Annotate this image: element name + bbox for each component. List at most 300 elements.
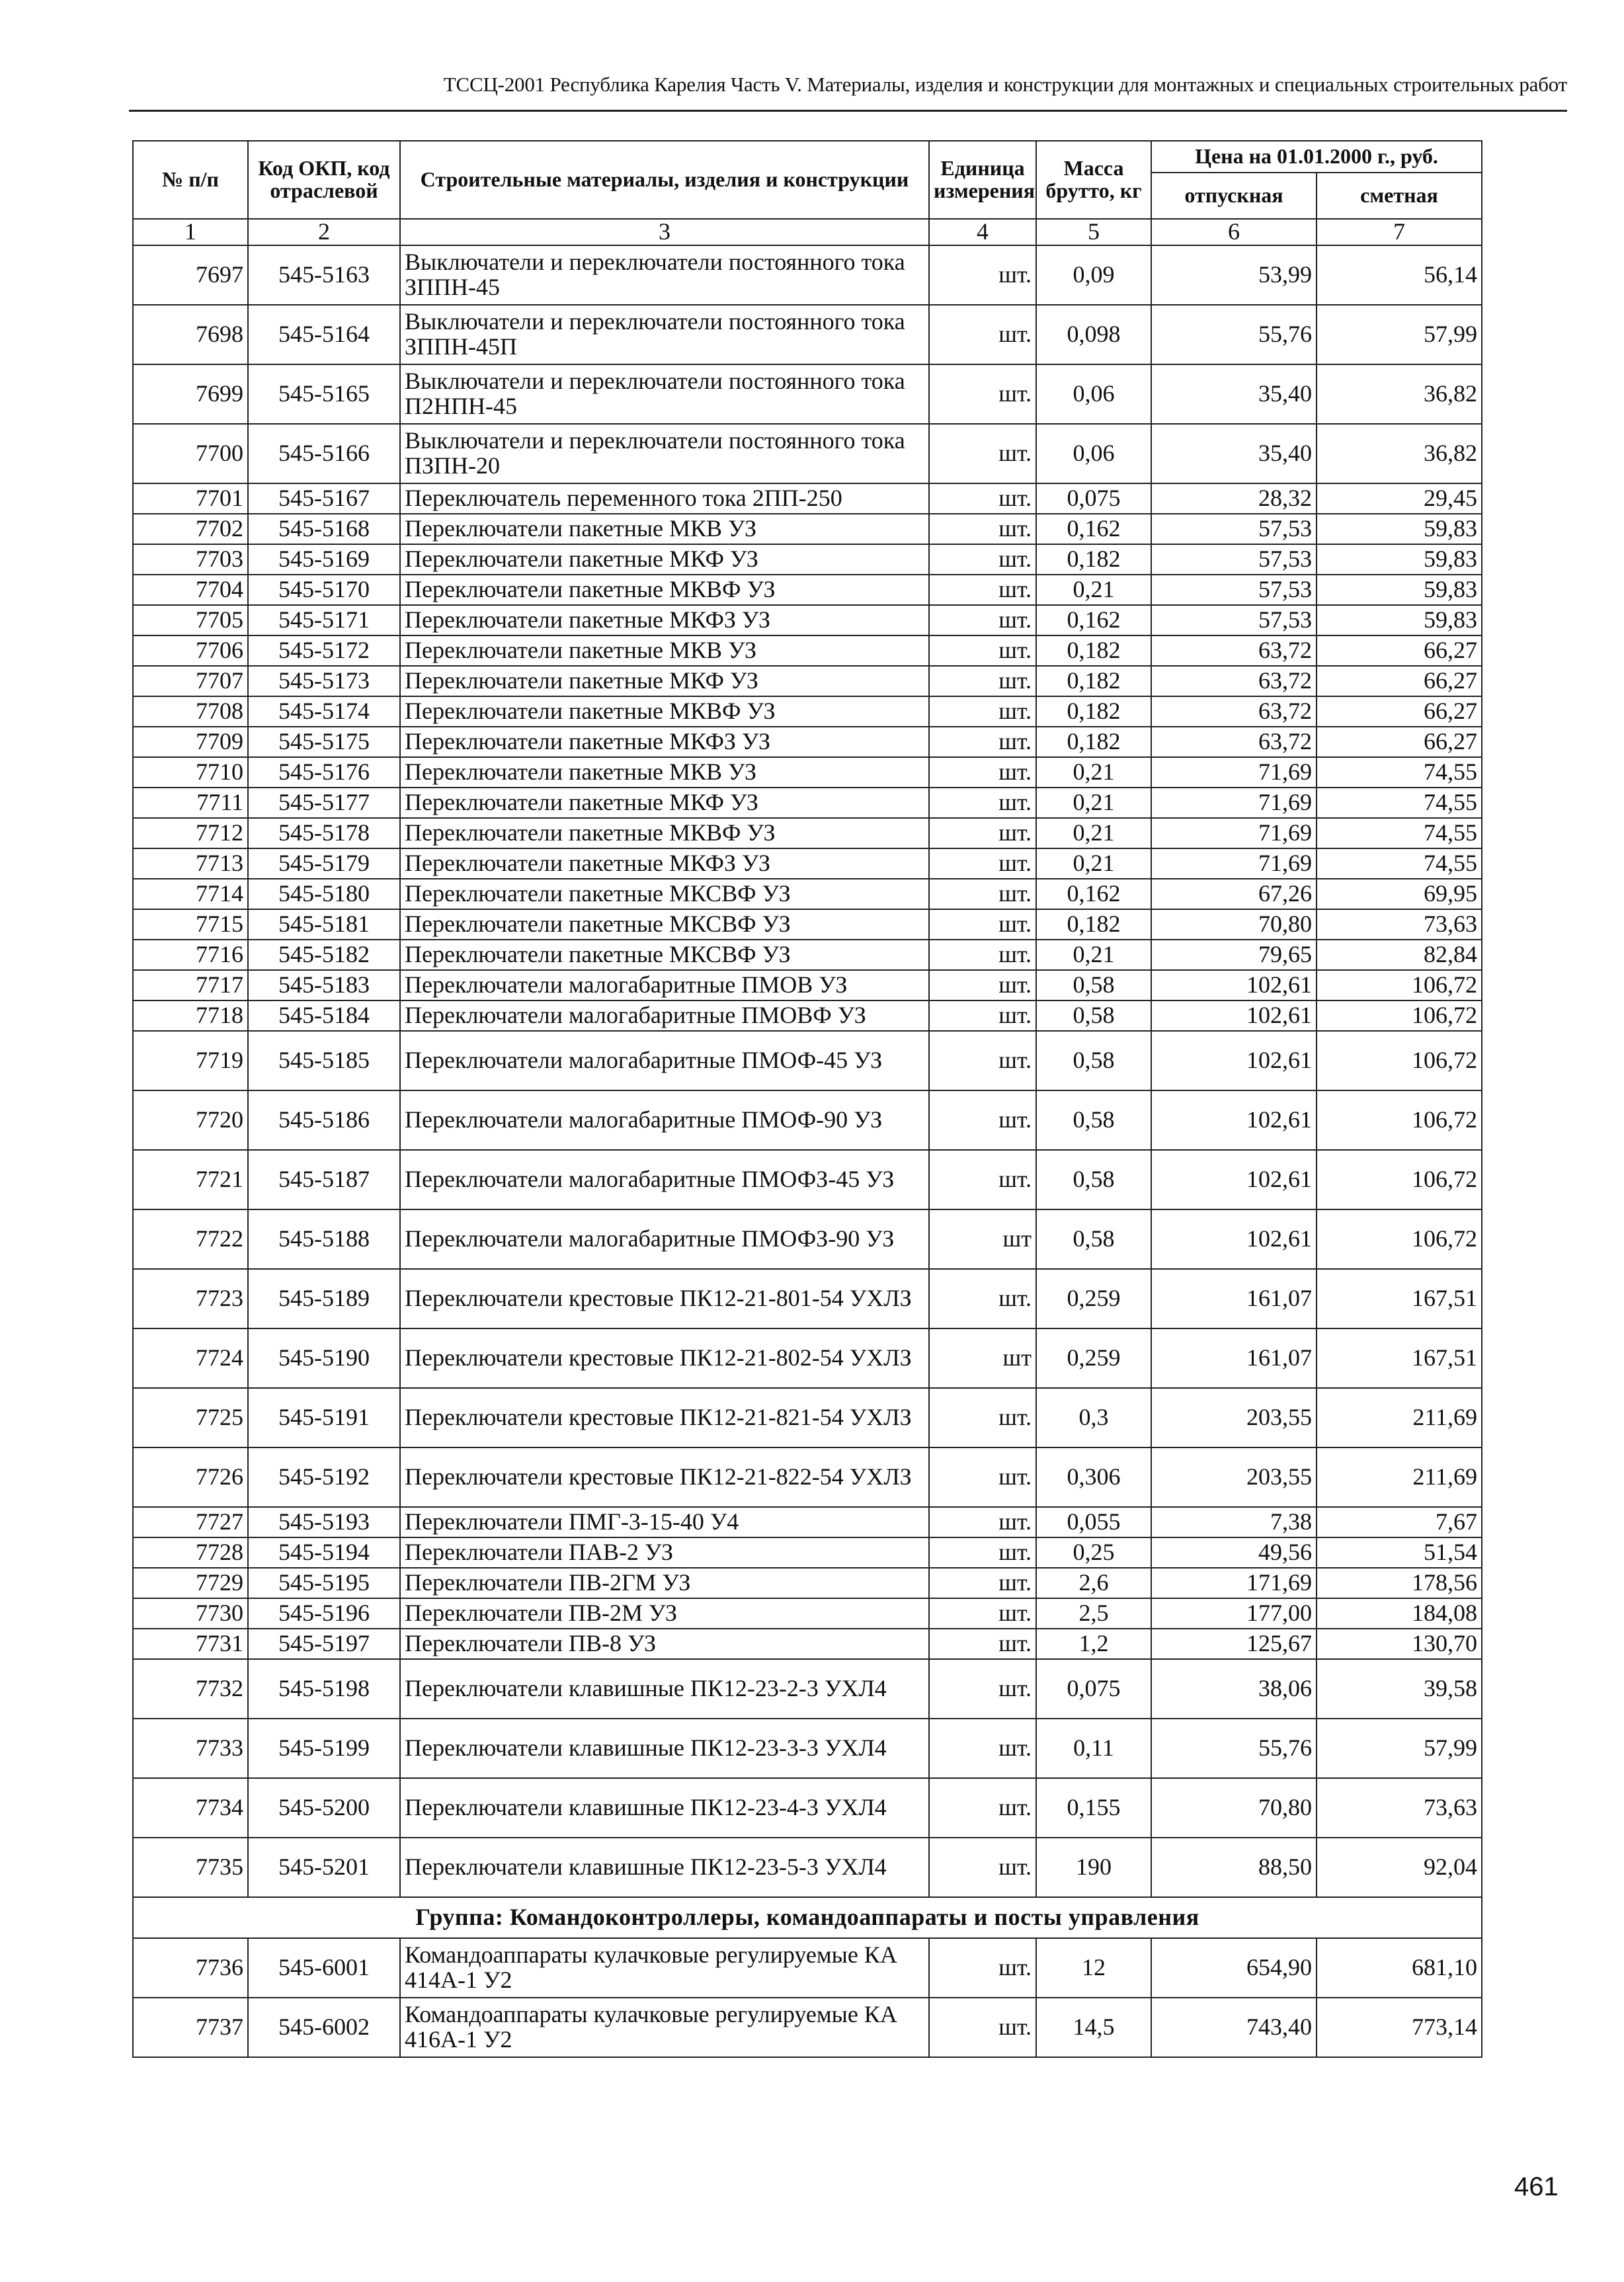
material-name-cell: Переключатели пакетные МКСВФ УЗ [400,909,929,940]
release-price-cell: 67,26 [1151,879,1317,909]
mass-cell: 0,09 [1036,245,1151,305]
material-name-cell: Переключатели клавишные ПК12-23-5-3 УХЛ4 [400,1838,929,1897]
release-price-cell: 71,69 [1151,788,1317,818]
okp-code-cell: 545-5200 [248,1778,400,1838]
col-header-code: Код ОКП, код отраслевой [248,141,400,219]
mass-cell: 12 [1036,1938,1151,1998]
price-table [132,140,1482,2058]
estimate-price-cell: 57,99 [1317,305,1482,364]
okp-code-cell: 545-5178 [248,818,400,848]
material-name-cell: Переключатели пакетные МКВ УЗ [400,635,929,666]
unit-cell: шт. [929,970,1036,1000]
okp-code-cell: 545-5175 [248,727,400,757]
estimate-price-cell: 106,72 [1317,1031,1482,1090]
col-header-name: Строительные материалы, изделия и конструкции [400,141,929,219]
table-row [133,424,1482,483]
table-row [133,1568,1482,1598]
mass-cell: 0,21 [1036,788,1151,818]
mass-cell: 0,055 [1036,1507,1151,1537]
release-price-cell: 63,72 [1151,666,1317,696]
table-row [133,1719,1482,1778]
unit-cell: шт. [929,818,1036,848]
mass-cell: 0,306 [1036,1447,1151,1507]
estimate-price-cell: 66,27 [1317,666,1482,696]
unit-cell: шт. [929,727,1036,757]
okp-code-cell: 545-5197 [248,1629,400,1659]
release-price-cell: 57,53 [1151,575,1317,605]
okp-code-cell: 545-5195 [248,1568,400,1598]
estimate-price-cell: 74,55 [1317,818,1482,848]
material-name-cell: Переключатели клавишные ПК12-23-2-3 УХЛ4 [400,1659,929,1719]
mass-cell: 0,25 [1036,1537,1151,1568]
mass-cell: 0,21 [1036,848,1151,879]
row-number-cell: 7713 [133,848,248,879]
estimate-price-cell: 66,27 [1317,635,1482,666]
material-name-cell: Выключатели и переключатели постоянного тока ЗППН-45 [400,245,929,305]
row-number-cell: 7725 [133,1388,248,1447]
okp-code-cell: 545-5196 [248,1598,400,1629]
row-number-cell: 7732 [133,1659,248,1719]
column-index-cell: 4 [929,219,1036,245]
row-number-cell: 7721 [133,1150,248,1209]
estimate-price-cell: 36,82 [1317,424,1482,483]
okp-code-cell: 545-5192 [248,1447,400,1507]
material-name-cell: Переключатели ПАВ-2 УЗ [400,1537,929,1568]
table-row [133,909,1482,940]
okp-code-cell: 545-5186 [248,1090,400,1150]
material-name-cell: Переключатели пакетные МКВ УЗ [400,514,929,544]
mass-cell: 0,58 [1036,1000,1151,1031]
material-name-cell: Переключатели пакетные МКСВФ УЗ [400,940,929,970]
material-name-cell: Переключатели клавишные ПК12-23-4-3 УХЛ4 [400,1778,929,1838]
mass-cell: 0,182 [1036,727,1151,757]
estimate-price-cell: 36,82 [1317,364,1482,424]
material-name-cell: Переключатели клавишные ПК12-23-3-3 УХЛ4 [400,1719,929,1778]
mass-cell: 0,162 [1036,879,1151,909]
material-name-cell: Переключатели малогабаритные ПМОФ-45 УЗ [400,1031,929,1090]
okp-code-cell: 545-5193 [248,1507,400,1537]
okp-code-cell: 545-5170 [248,575,400,605]
material-name-cell: Выключатели и переключатели постоянного тока ЗППН-45П [400,305,929,364]
table-row [133,605,1482,635]
table-row [133,1998,1482,2057]
page-number: 461 [1514,2172,1559,2201]
release-price-cell: 102,61 [1151,1209,1317,1269]
estimate-price-cell: 59,83 [1317,514,1482,544]
release-price-cell: 63,72 [1151,727,1317,757]
okp-code-cell: 545-5184 [248,1000,400,1031]
unit-cell: шт [929,1328,1036,1388]
mass-cell: 0,21 [1036,818,1151,848]
material-name-cell: Выключатели и переключатели постоянного тока ПЗПН-20 [400,424,929,483]
row-number-cell: 7701 [133,483,248,514]
mass-cell: 0,162 [1036,605,1151,635]
estimate-price-cell: 130,70 [1317,1629,1482,1659]
table-row [133,1388,1482,1447]
row-number-cell: 7720 [133,1090,248,1150]
mass-cell: 0,182 [1036,666,1151,696]
col-header-price-release: отпускная [1151,173,1317,219]
unit-cell: шт. [929,1000,1036,1031]
unit-cell: шт. [929,424,1036,483]
material-name-cell: Переключатели ПМГ-3-15-40 У4 [400,1507,929,1537]
row-number-cell: 7716 [133,940,248,970]
row-number-cell: 7712 [133,818,248,848]
material-name-cell: Переключатели крестовые ПК12-21-822-54 УХЛЗ [400,1447,929,1507]
row-number-cell: 7737 [133,1998,248,2057]
table-body-switches [133,245,1482,1897]
row-number-cell: 7729 [133,1568,248,1598]
material-name-cell: Переключатели крестовые ПК12-21-821-54 УХЛЗ [400,1388,929,1447]
unit-cell: шт. [929,1938,1036,1998]
material-name-cell: Переключатели пакетные МКСВФ УЗ [400,879,929,909]
group-title: Группа: Командоконтроллеры, командоаппараты и посты управления [133,1897,1482,1938]
mass-cell: 0,21 [1036,757,1151,788]
material-name-cell: Переключатели малогабаритные ПМОФ-90 УЗ [400,1090,929,1150]
material-name-cell: Переключатели ПВ-2М УЗ [400,1598,929,1629]
okp-code-cell: 545-5168 [248,514,400,544]
estimate-price-cell: 211,69 [1317,1388,1482,1447]
unit-cell: шт. [929,1998,1036,2057]
release-price-cell: 28,32 [1151,483,1317,514]
table-row [133,940,1482,970]
group-row [133,1897,1482,1938]
okp-code-cell: 545-5163 [248,245,400,305]
table-row [133,483,1482,514]
release-price-cell: 743,40 [1151,1998,1317,2057]
mass-cell: 0,58 [1036,970,1151,1000]
row-number-cell: 7726 [133,1447,248,1507]
column-index-cell: 1 [133,219,248,245]
mass-cell: 0,182 [1036,909,1151,940]
row-number-cell: 7728 [133,1537,248,1568]
unit-cell: шт. [929,788,1036,818]
mass-cell: 2,5 [1036,1598,1151,1629]
release-price-cell: 53,99 [1151,245,1317,305]
okp-code-cell: 545-5199 [248,1719,400,1778]
material-name-cell: Переключатели крестовые ПК12-21-802-54 УХЛЗ [400,1328,929,1388]
material-name-cell: Переключатель переменного тока 2ПП-250 [400,483,929,514]
unit-cell: шт. [929,1838,1036,1897]
mass-cell: 0,155 [1036,1778,1151,1838]
okp-code-cell: 545-5169 [248,544,400,575]
table-row [133,1090,1482,1150]
material-name-cell: Переключатели пакетные МКВФ УЗ [400,575,929,605]
okp-code-cell: 545-5185 [248,1031,400,1090]
release-price-cell: 57,53 [1151,514,1317,544]
row-number-cell: 7706 [133,635,248,666]
unit-cell: шт. [929,940,1036,970]
estimate-price-cell: 66,27 [1317,727,1482,757]
material-name-cell: Переключатели пакетные МКФЗ УЗ [400,605,929,635]
row-number-cell: 7730 [133,1598,248,1629]
okp-code-cell: 545-5201 [248,1838,400,1897]
row-number-cell: 7715 [133,909,248,940]
row-number-cell: 7727 [133,1507,248,1537]
release-price-cell: 55,76 [1151,305,1317,364]
unit-cell: шт. [929,1507,1036,1537]
row-number-cell: 7702 [133,514,248,544]
release-price-cell: 71,69 [1151,818,1317,848]
column-index-row [133,219,1482,245]
table-row [133,245,1482,305]
column-index-cell: 5 [1036,219,1151,245]
unit-cell: шт. [929,483,1036,514]
estimate-price-cell: 92,04 [1317,1838,1482,1897]
row-number-cell: 7718 [133,1000,248,1031]
estimate-price-cell: 74,55 [1317,848,1482,879]
okp-code-cell: 545-5179 [248,848,400,879]
material-name-cell: Переключатели малогабаритные ПМОФЗ-45 УЗ [400,1150,929,1209]
table-row [133,727,1482,757]
material-name-cell: Переключатели пакетные МКВФ УЗ [400,818,929,848]
row-number-cell: 7719 [133,1031,248,1090]
row-number-cell: 7707 [133,666,248,696]
release-price-cell: 177,00 [1151,1598,1317,1629]
unit-cell: шт. [929,1150,1036,1209]
release-price-cell: 7,38 [1151,1507,1317,1537]
mass-cell: 2,6 [1036,1568,1151,1598]
material-name-cell: Переключатели ПВ-2ГМ УЗ [400,1568,929,1598]
release-price-cell: 102,61 [1151,1090,1317,1150]
column-index-cell: 2 [248,219,400,245]
mass-cell: 1,2 [1036,1629,1151,1659]
estimate-price-cell: 59,83 [1317,575,1482,605]
estimate-price-cell: 211,69 [1317,1447,1482,1507]
material-name-cell: Переключатели пакетные МКФ УЗ [400,788,929,818]
release-price-cell: 654,90 [1151,1938,1317,1998]
material-name-cell: Командоаппараты кулачковые регулируемые КА 414А-1 У2 [400,1938,929,1998]
mass-cell: 0,58 [1036,1150,1151,1209]
okp-code-cell: 545-5194 [248,1537,400,1568]
unit-cell: шт. [929,696,1036,727]
release-price-cell: 63,72 [1151,635,1317,666]
release-price-cell: 125,67 [1151,1629,1317,1659]
okp-code-cell: 545-5189 [248,1269,400,1328]
mass-cell: 0,21 [1036,940,1151,970]
release-price-cell: 102,61 [1151,1000,1317,1031]
release-price-cell: 70,80 [1151,1778,1317,1838]
material-name-cell: Переключатели пакетные МКФЗ УЗ [400,848,929,879]
unit-cell: шт. [929,879,1036,909]
table-row [133,1209,1482,1269]
unit-cell: шт. [929,1719,1036,1778]
mass-cell: 14,5 [1036,1998,1151,2057]
estimate-price-cell: 74,55 [1317,788,1482,818]
unit-cell: шт. [929,909,1036,940]
material-name-cell: Переключатели пакетные МКФ УЗ [400,544,929,575]
row-number-cell: 7709 [133,727,248,757]
mass-cell: 0,075 [1036,1659,1151,1719]
mass-cell: 0,58 [1036,1209,1151,1269]
estimate-price-cell: 29,45 [1317,483,1482,514]
header-rule [129,110,1567,112]
col-header-mass: Масса брутто, кг [1036,141,1151,219]
mass-cell: 0,06 [1036,424,1151,483]
release-price-cell: 171,69 [1151,1568,1317,1598]
okp-code-cell: 545-6001 [248,1938,400,1998]
row-number-cell: 7698 [133,305,248,364]
okp-code-cell: 545-5173 [248,666,400,696]
estimate-price-cell: 59,83 [1317,544,1482,575]
row-number-cell: 7717 [133,970,248,1000]
table-row [133,818,1482,848]
unit-cell: шт. [929,1778,1036,1838]
table-row [133,1150,1482,1209]
okp-code-cell: 545-5166 [248,424,400,483]
unit-cell: шт. [929,1629,1036,1659]
okp-code-cell: 545-5183 [248,970,400,1000]
unit-cell: шт. [929,605,1036,635]
unit-cell: шт. [929,757,1036,788]
estimate-price-cell: 66,27 [1317,696,1482,727]
table-row [133,1000,1482,1031]
mass-cell: 0,58 [1036,1090,1151,1150]
row-number-cell: 7711 [133,788,248,818]
estimate-price-cell: 106,72 [1317,1000,1482,1031]
material-name-cell: Переключатели малогабаритные ПМОВ УЗ [400,970,929,1000]
mass-cell: 0,098 [1036,305,1151,364]
row-number-cell: 7714 [133,879,248,909]
material-name-cell: Переключатели пакетные МКФЗ УЗ [400,727,929,757]
table-row [133,970,1482,1000]
table-row [133,879,1482,909]
okp-code-cell: 545-5167 [248,483,400,514]
okp-code-cell: 545-5164 [248,305,400,364]
table-row [133,1629,1482,1659]
table-row [133,1507,1482,1537]
mass-cell: 0,259 [1036,1328,1151,1388]
okp-code-cell: 545-5181 [248,909,400,940]
unit-cell: шт. [929,364,1036,424]
unit-cell: шт. [929,1447,1036,1507]
mass-cell: 0,162 [1036,514,1151,544]
mass-cell: 0,58 [1036,1031,1151,1090]
col-header-price-group: Цена на 01.01.2000 г., руб. [1151,141,1482,173]
mass-cell: 0,182 [1036,544,1151,575]
table-row [133,1938,1482,1998]
okp-code-cell: 545-5190 [248,1328,400,1388]
release-price-cell: 63,72 [1151,696,1317,727]
table-row [133,1328,1482,1388]
estimate-price-cell: 7,67 [1317,1507,1482,1537]
estimate-price-cell: 106,72 [1317,1090,1482,1150]
unit-cell: шт. [929,575,1036,605]
table-row [133,575,1482,605]
unit-cell: шт. [929,1568,1036,1598]
table-row [133,757,1482,788]
release-price-cell: 102,61 [1151,1031,1317,1090]
table-row [133,544,1482,575]
material-name-cell: Выключатели и переключатели постоянного тока П2НПН-45 [400,364,929,424]
unit-cell: шт. [929,1388,1036,1447]
release-price-cell: 55,76 [1151,1719,1317,1778]
material-name-cell: Переключатели ПВ-8 УЗ [400,1629,929,1659]
unit-cell: шт. [929,1090,1036,1150]
col-header-price-estimate: сметная [1317,173,1482,219]
row-number-cell: 7697 [133,245,248,305]
okp-code-cell: 545-5191 [248,1388,400,1447]
release-price-cell: 70,80 [1151,909,1317,940]
estimate-price-cell: 178,56 [1317,1568,1482,1598]
unit-cell: шт. [929,1659,1036,1719]
mass-cell: 0,182 [1036,635,1151,666]
table-row [133,514,1482,544]
release-price-cell: 203,55 [1151,1388,1317,1447]
row-number-cell: 7703 [133,544,248,575]
table-row [133,364,1482,424]
table-row [133,788,1482,818]
okp-code-cell: 545-5180 [248,879,400,909]
material-name-cell: Переключатели пакетные МКФ УЗ [400,666,929,696]
unit-cell: шт. [929,245,1036,305]
estimate-price-cell: 69,95 [1317,879,1482,909]
okp-code-cell: 545-5187 [248,1150,400,1209]
mass-cell: 0,075 [1036,483,1151,514]
table-row [133,305,1482,364]
estimate-price-cell: 39,58 [1317,1659,1482,1719]
release-price-cell: 102,61 [1151,1150,1317,1209]
material-name-cell: Переключатели пакетные МКВФ УЗ [400,696,929,727]
release-price-cell: 161,07 [1151,1269,1317,1328]
release-price-cell: 38,06 [1151,1659,1317,1719]
mass-cell: 0,182 [1036,696,1151,727]
estimate-price-cell: 59,83 [1317,605,1482,635]
unit-cell: шт. [929,1537,1036,1568]
release-price-cell: 203,55 [1151,1447,1317,1507]
okp-code-cell: 545-5198 [248,1659,400,1719]
okp-code-cell: 545-5177 [248,788,400,818]
mass-cell: 190 [1036,1838,1151,1897]
column-index-cell: 6 [1151,219,1317,245]
table-row [133,1598,1482,1629]
row-number-cell: 7736 [133,1938,248,1998]
okp-code-cell: 545-5176 [248,757,400,788]
row-number-cell: 7710 [133,757,248,788]
table-body-controllers [133,1938,1482,2057]
okp-code-cell: 545-5182 [248,940,400,970]
table-row [133,1659,1482,1719]
unit-cell: шт. [929,514,1036,544]
okp-code-cell: 545-5165 [248,364,400,424]
estimate-price-cell: 106,72 [1317,970,1482,1000]
unit-cell: шт. [929,666,1036,696]
row-number-cell: 7723 [133,1269,248,1328]
okp-code-cell: 545-5172 [248,635,400,666]
estimate-price-cell: 167,51 [1317,1269,1482,1328]
release-price-cell: 35,40 [1151,364,1317,424]
release-price-cell: 57,53 [1151,605,1317,635]
okp-code-cell: 545-6002 [248,1998,400,2057]
estimate-price-cell: 167,51 [1317,1328,1482,1388]
table-row [133,696,1482,727]
material-name-cell: Переключатели малогабаритные ПМОФЗ-90 УЗ [400,1209,929,1269]
table-row [133,1537,1482,1568]
estimate-price-cell: 51,54 [1317,1537,1482,1568]
row-number-cell: 7724 [133,1328,248,1388]
column-index-cell: 7 [1317,219,1482,245]
row-number-cell: 7733 [133,1719,248,1778]
okp-code-cell: 545-5171 [248,605,400,635]
col-header-num: № п/п [133,141,248,219]
row-number-cell: 7708 [133,696,248,727]
release-price-cell: 49,56 [1151,1537,1317,1568]
table-row [133,1269,1482,1328]
estimate-price-cell: 73,63 [1317,1778,1482,1838]
row-number-cell: 7704 [133,575,248,605]
unit-cell: шт. [929,635,1036,666]
estimate-price-cell: 57,99 [1317,1719,1482,1778]
